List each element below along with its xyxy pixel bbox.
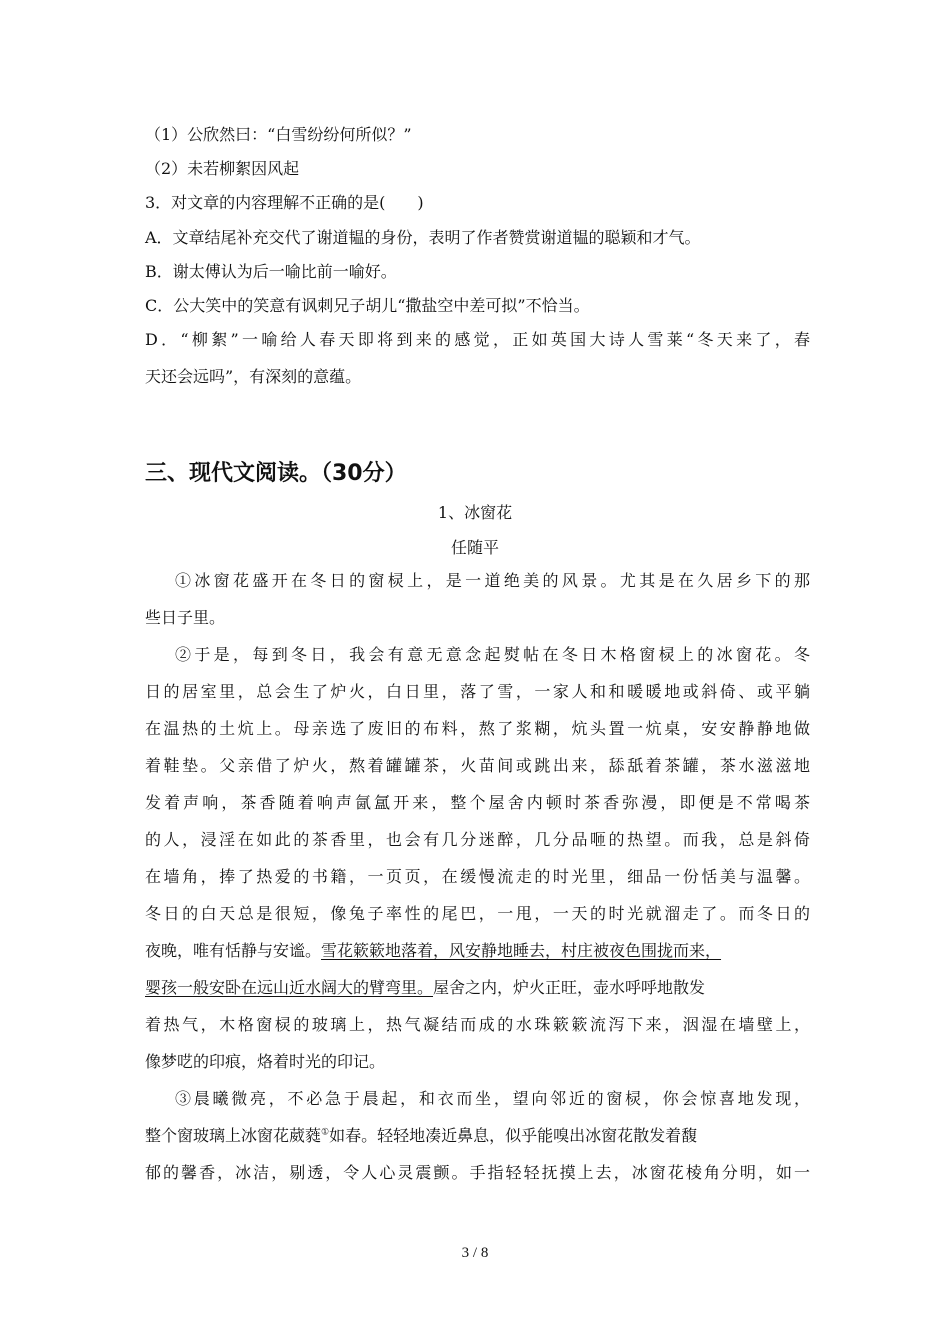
article-title: 1、冰窗花 xyxy=(437,503,513,522)
paragraph-3-line-2-end: 如春。轻轻地凑近鼻息，似乎能嗅出冰窗花散发着馥 xyxy=(329,1126,698,1145)
item-2: （2）未若柳絮因风起 xyxy=(145,159,300,178)
paragraph-2-line-12: 像梦呓的印痕，烙着时光的印记。 xyxy=(145,1052,386,1071)
paragraph-2-line-10 xyxy=(145,978,810,998)
paragraph-2-line-7: 在墙角，捧了热爱的书籍，一页页，在缓慢流走的时光里，细品一份恬美与温馨。 xyxy=(145,867,810,886)
paragraph-2-line-3: 在温热的土炕上。母亲选了废旧的布料，熬了浆糊，炕头置一炕桌，安安静静地做 xyxy=(145,719,810,738)
paragraph-3-line-2 xyxy=(145,1126,810,1146)
option-a: A．文章结尾补充交代了谢道韫的身份，表明了作者赞赏谢道韫的聪颖和才气。 xyxy=(145,228,701,247)
option-d-line-1: D．“柳絮”一喻给人春天即将到来的感觉，正如英国大诗人雪莱“冬天来了，春 xyxy=(145,330,810,349)
option-b: B．谢太傅认为后一喻比前一喻好。 xyxy=(145,262,397,281)
paragraph-2-line-11: 着热气，木格窗棂的玻璃上，热气凝结而成的水珠簌簌流泻下来，洇湿在墙壁上， xyxy=(145,1015,810,1034)
item-1: （1）公欣然曰：“白雪纷纷何所似？” xyxy=(145,125,412,144)
paragraph-3-line-2-start: 整个窗玻璃上冰窗花葳蕤 xyxy=(145,1126,322,1145)
option-c: C．公大笑中的笑意有讽刺兄子胡儿“撒盐空中差可拟”不恰当。 xyxy=(145,296,590,315)
underlined-sentence-part-2: 婴孩一般安卧在远山近水阔大的臂弯里。 xyxy=(145,978,434,997)
paragraph-2-line-10-end: 屋舍之内，炉火正旺，壶水呼呼地散发 xyxy=(433,978,706,997)
paragraph-2-line-2: 日的居室里，总会生了炉火，白日里，落了雪，一家人和和暖暖地或斜倚、或平躺 xyxy=(145,682,810,701)
paragraph-2-line-6: 的人，浸淫在如此的茶香里，也会有几分迷醉，几分品咂的热望。而我，总是斜倚 xyxy=(145,830,810,849)
paragraph-2-line-4: 着鞋垫。父亲借了炉火，熬着罐罐茶，火苗间或跳出来，舔舐着茶罐，茶水滋滋地 xyxy=(145,756,810,775)
paragraph-2-line-8: 冬日的白天总是很短，像兔子率性的尾巴，一甩，一天的时光就溜走了。而冬日的 xyxy=(145,904,810,923)
paragraph-1-line-2: 些日子里。 xyxy=(145,608,226,627)
paragraph-2-line-9-start: 夜晚，唯有恬静与安谧。 xyxy=(145,941,322,960)
paragraph-1-line-1: ①冰窗花盛开在冬日的窗棂上，是一道绝美的风景。尤其是在久居乡下的那 xyxy=(175,571,810,590)
paragraph-2-line-5: 发着声响，茶香随着响声氤氲开来，整个屋舍内顿时茶香弥漫，即便是不常喝茶 xyxy=(145,793,810,812)
option-d-line-2: 天还会远吗”，有深刻的意蕴。 xyxy=(145,367,362,386)
question-3-stem: 3．对文章的内容理解不正确的是( ) xyxy=(145,193,424,212)
underlined-sentence-part-1: 雪花簌簌地落着，风安静地睡去，村庄被夜色围拢而来， xyxy=(321,941,722,960)
paragraph-2-line-9 xyxy=(145,941,810,961)
page-number: 3 / 8 xyxy=(461,1245,489,1261)
paragraph-3-line-3: 郁的馨香，冰洁，剔透，令人心灵震颤。手指轻轻抚摸上去，冰窗花棱角分明，如一 xyxy=(145,1163,810,1182)
paragraph-2-line-1: ②于是，每到冬日，我会有意无意念起熨帖在冬日木格窗棂上的冰窗花。冬 xyxy=(175,645,810,664)
paragraph-3-line-1: ③晨曦微亮，不必急于晨起，和衣而坐，望向邻近的窗棂，你会惊喜地发现， xyxy=(175,1089,810,1108)
section-heading: 三、现代文阅读。（30分） xyxy=(145,461,407,486)
footnote-marker: ① xyxy=(321,1127,330,1138)
article-author: 任随平 xyxy=(450,538,499,557)
